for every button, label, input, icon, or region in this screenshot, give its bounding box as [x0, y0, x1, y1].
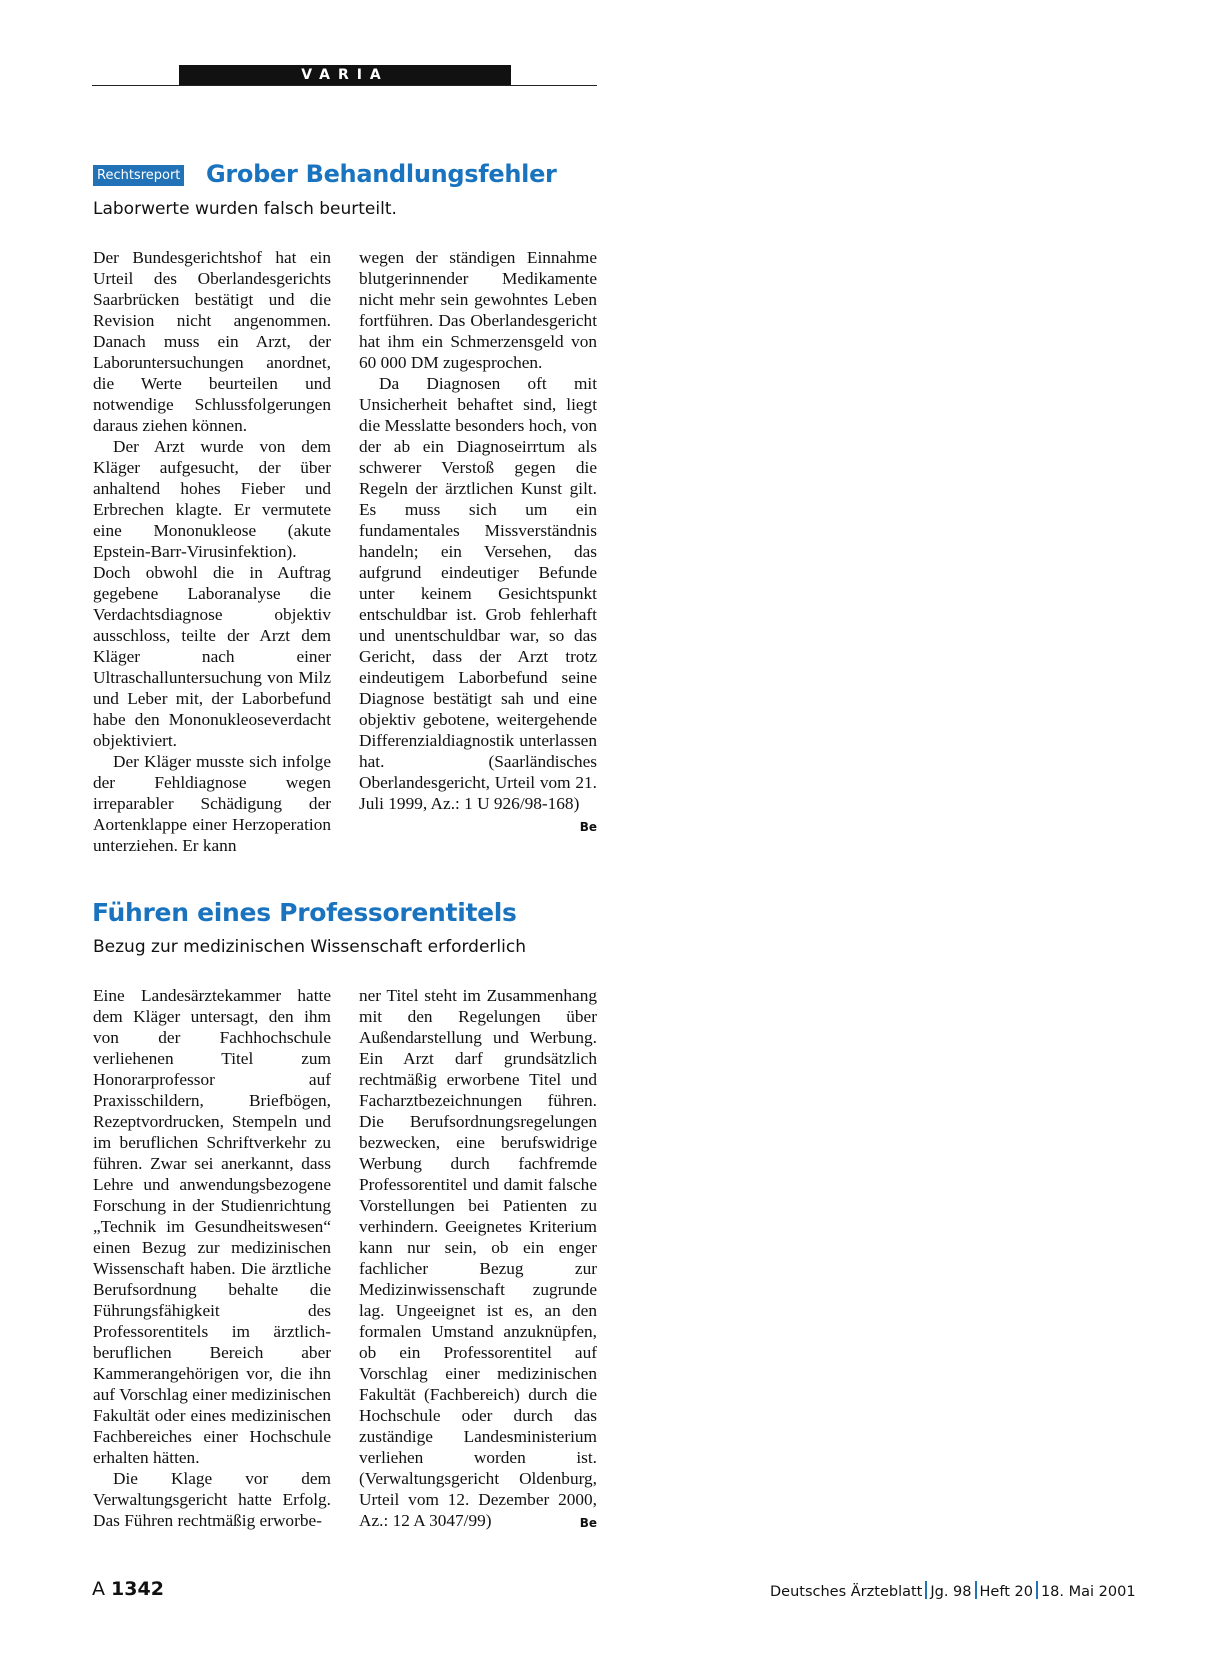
journal-volume: Jg. 98 [930, 1584, 972, 1600]
paragraph-text: Da Diagnosen oft mit Unsicherheit behaftet sind, liegt die Messlatte besonders hoch, von der ab ein Diagnoseirrtum als schwerer Verstoß gegen die Regeln der ärztlichen Kunst gilt. Es muss sich um ein fundamentales Missverständnis handeln; ein Versehen, das aufgrund eindeutiger Befunde unter keinem Gesichtspunkt entschuldbar ist. Grob fehlerhaft und unentschuldbar war, so das Gericht, dass der Arzt trotz eindeutigem Laborbefund seine Diagnose bestätigt sah und eine objektiv gebotene, weitergehende Differenzialdiagnostik unterlassen hat. (Saarländisches Oberlandesgericht, Urteil vom 21. Juli 1999, Az.: 1 U 926/98-168) [359, 374, 597, 813]
paragraph [359, 985, 597, 1531]
author-initials: Be [579, 820, 597, 834]
page-number [92, 1577, 164, 1601]
article-column-left [93, 985, 331, 1531]
journal-info [770, 1581, 1136, 1602]
separator [975, 1581, 977, 1599]
header-rule [92, 85, 597, 86]
article-column-left [93, 247, 331, 856]
journal-issue: Heft 20 [979, 1584, 1033, 1600]
paragraph: Der Kläger musste sich infolge der Fehldiagnose wegen irreparabler Schädigung der Aortenklappe einer Herzoperation unterziehen. Er kann [93, 752, 331, 855]
paragraph [359, 373, 597, 834]
page-prefix: A [92, 1578, 105, 1600]
paragraph: wegen der ständigen Einnahme blutgerinnender Medikamente nicht mehr sein gewohntes Leben fortführen. Das Oberlandesgericht hat ihm ein Schmerzensgeld von 60 000 DM zugesprochen. [359, 248, 597, 372]
article-title: Grober Behandlungsfehler [206, 160, 557, 188]
article-subtitle: Bezug zur medizinischen Wissenschaft erforderlich [93, 937, 526, 957]
separator [925, 1581, 927, 1599]
article-subtitle: Laborwerte wurden falsch beurteilt. [93, 199, 397, 219]
journal-date: 18. Mai 2001 [1040, 1584, 1136, 1600]
article-title: Führen eines Professorentitels [92, 898, 517, 927]
article-column-right [359, 985, 597, 1534]
paragraph: Der Bundesgerichtshof hat ein Urteil des Oberlandesgerichts Saarbrücken bestätigt und die Revision nicht angenommen. Danach muss ein Arzt, der Laboruntersuchungen anordnet, die Werte beurteilen und notwendige Schlussfolgerungen daraus ziehen können. [93, 248, 331, 435]
separator [1036, 1581, 1038, 1599]
article-column-right [359, 247, 597, 838]
paragraph: Eine Landesärztekammer hatte dem Kläger untersagt, den ihm von der Fachhochschule verliehenen Titel zum Honorarprofessor auf Praxisschildern, Briefbögen, Rezeptvordrucken, Stempeln und im beruflichen Schriftverkehr zu führen. Zwar sei anerkannt, dass Lehre und anwendungsbezogene Forschung in der Studienrichtung „Technik im Gesundheitswesen“ einen Bezug zur medizinischen Wissenschaft haben. Die ärztliche Berufsordnung behalte die Führungsfähigkeit des Professorentitels im ärztlich-beruflichen Bereich aber Kammerangehörigen vor, die ihn auf Vorschlag einer medizinischen Fakultät oder eines medizinischen Fachbereiches einer Hochschule erhalten hätten. [93, 986, 331, 1467]
paragraph: Die Klage vor dem Verwaltungsgericht hatte Erfolg. Das Führen rechtmäßig erworbe- [93, 1469, 331, 1530]
journal-name: Deutsches Ärzteblatt [770, 1584, 923, 1600]
rubric-badge: Rechtsreport [93, 165, 184, 186]
paragraph-text: ner Titel steht im Zusammenhang mit den Regelungen über Außendarstellung und Werbung. Ein Arzt darf grundsätzlich rechtmäßig erworbene Titel und Facharztbezeichnungen führen. Die Berufsordnungsregelungen bezwecken, eine berufswidrige Werbung durch fachfremde Professorentitel und damit falsche Vorstellungen bei Patienten zu verhindern. Geeignetes Kriterium kann nur sein, ob ein enger fachlicher Bezug zur Medizinwissenschaft zugrunde lag. Ungeeignet ist es, an den formalen Umstand anzuknüpfen, ob ein Professorentitel auf Vorschlag einer medizinischen Fakultät (Fachbereich) durch die Hochschule oder durch das zuständige Landesministerium verliehen worden ist. (Verwaltungsgericht Oldenburg, Urteil vom 12. Dezember 2000, Az.: 12 A 3047/99) [359, 986, 597, 1530]
page-number-value: 1342 [111, 1578, 164, 1600]
author-initials: Be [579, 1516, 597, 1530]
paragraph: Der Arzt wurde von dem Kläger aufgesucht, der über anhaltend hohes Fieber und Erbrechen klagte. Er vermutete eine Mononukleose (akute Epstein-Barr-Virusinfektion). Doch obwohl die in Auftrag gegebene Laboranalyse die Verdachtsdiagnose objektiv ausschloss, teilte der Arzt dem Kläger nach einer Ultraschalluntersuchung von Milz und Leber mit, der Laborbefund habe den Mononukleoseverdacht objektiviert. [93, 437, 331, 750]
section-label: VARIA [179, 65, 511, 85]
